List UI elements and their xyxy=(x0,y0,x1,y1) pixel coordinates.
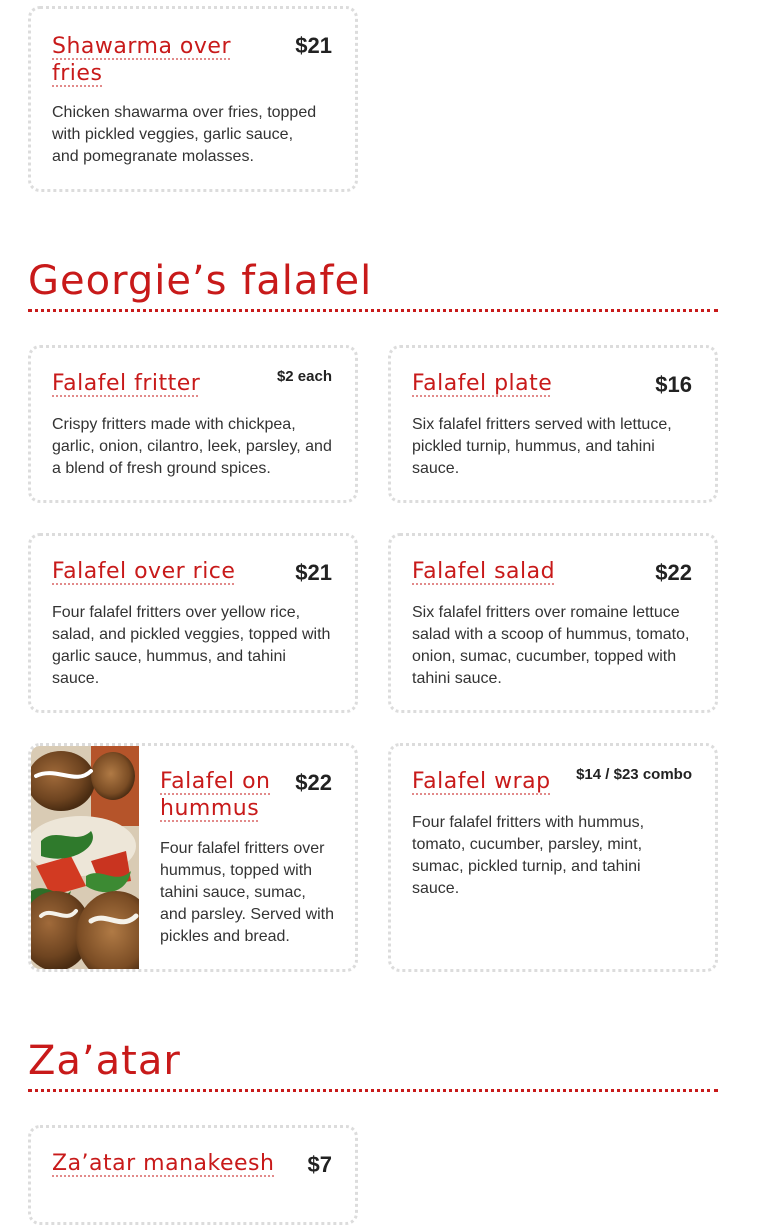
menu-item-card xyxy=(28,1125,358,1225)
menu-item-title: Falafel plate xyxy=(412,371,553,396)
section-heading-falafel: Georgie’s falafel xyxy=(28,258,373,304)
menu-item-price: $22 xyxy=(655,560,692,585)
menu-item-title: Falafel wrap xyxy=(412,769,551,794)
menu-item-price: $21 xyxy=(295,560,332,585)
menu-item-card xyxy=(28,345,358,503)
menu-item-card xyxy=(388,345,718,503)
menu-item-price: $22 xyxy=(295,770,332,795)
menu-item-title: Falafel salad xyxy=(412,559,556,584)
menu-item-price: $2 each xyxy=(276,368,332,385)
menu-item-description: Six falafel fritters over romaine lettuce salad with a scoop of hummus, tomato, onion, sumac, cucumber, topped with tahini sauce. xyxy=(412,604,690,687)
section-divider xyxy=(28,1089,718,1092)
menu-item-description: Four falafel fritters over hummus, topped with tahini sauce, sumac, and parsley. Served with pickles and bread. xyxy=(160,840,335,945)
menu-item-description: Chicken shawarma over fries, topped with pickled veggies, garlic sauce, and pomegranate molasses. xyxy=(52,104,317,165)
menu-item-description: Four falafel fritters with hummus, tomato, cucumber, parsley, mint, sumac, pickled turnip, and tahini sauce. xyxy=(412,814,645,897)
menu-item-price: $21 xyxy=(295,33,332,58)
section-heading-zaatar: Za’atar xyxy=(28,1038,181,1084)
menu-item-title: Falafel over rice xyxy=(52,559,236,584)
falafel-photo xyxy=(31,746,139,969)
menu-item-title: Falafel on hummus xyxy=(160,769,271,821)
menu-item-card xyxy=(28,6,358,192)
menu-item-title: Shawarma over fries xyxy=(52,34,231,86)
menu-item-title: Za’atar manakeesh xyxy=(52,1151,275,1176)
menu-item-card xyxy=(388,743,718,972)
menu-item-description: Four falafel fritters over yellow rice, salad, and pickled veggies, topped with garlic sauce, hummus, and tahini sauce. xyxy=(52,604,331,687)
menu-item-price: $7 xyxy=(307,1152,332,1177)
section-divider xyxy=(28,309,718,312)
menu-item-card xyxy=(28,743,358,972)
menu-item-price: $14 / $23 combo xyxy=(576,766,692,783)
menu-item-description: Six falafel fritters served with lettuce, pickled turnip, hummus, and tahini sauce. xyxy=(412,416,672,477)
menu-item-card xyxy=(388,533,718,713)
menu-item-title: Falafel fritter xyxy=(52,371,201,396)
menu-item-card xyxy=(28,533,358,713)
menu-item-description: Crispy fritters made with chickpea, garlic, onion, cilantro, leek, parsley, and a blend of fresh ground spices. xyxy=(52,416,332,477)
menu-item-price: $16 xyxy=(655,372,692,397)
